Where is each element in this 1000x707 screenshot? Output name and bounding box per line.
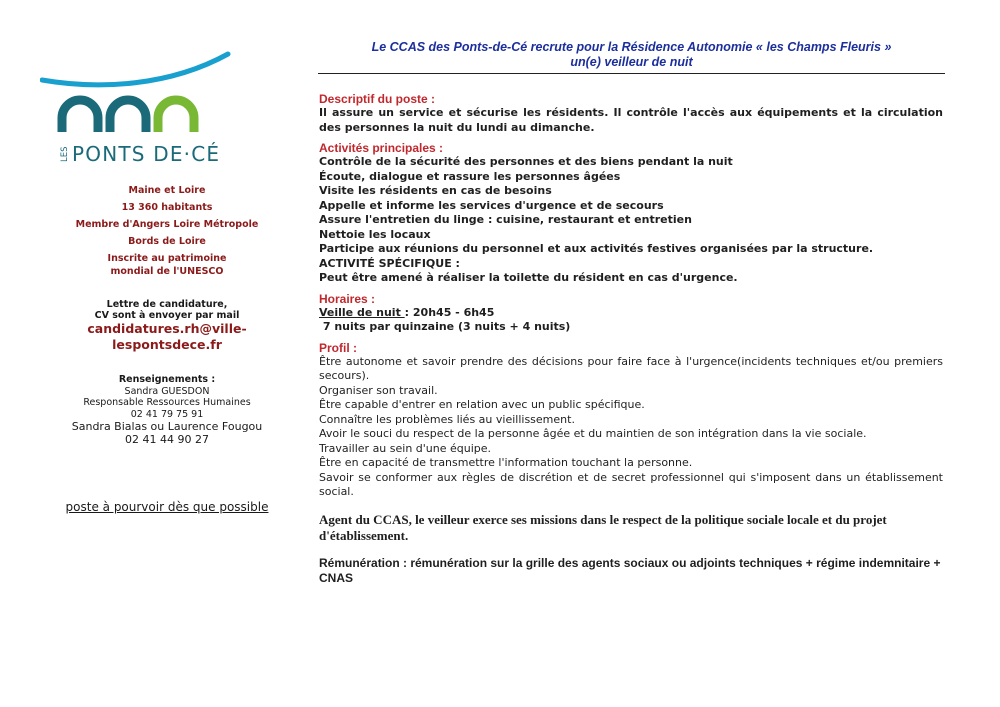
agent-statement: Agent du CCAS, le veilleur exerce ses missions dans le respect de la politique sociale locale et du projet d'établissement. <box>319 511 887 543</box>
description-section <box>319 92 943 135</box>
description-title: Descriptif du poste : <box>319 92 436 106</box>
profile-item: Être capable d'entrer en relation avec un public spécifique. <box>319 398 645 411</box>
contact-info <box>28 374 306 446</box>
logo-arch-3 <box>158 100 194 132</box>
header-divider <box>318 73 945 74</box>
remuneration-statement: Rémunération : rémunération sur la grille des agents sociaux ou adjoints techniques + régime indemnitaire + CNAS <box>319 555 941 585</box>
profile-item: Être en capacité de transmettre l'information touchant la personne. <box>319 456 693 469</box>
application-info <box>28 299 306 353</box>
contact-phone-1: 02 41 79 75 91 <box>130 408 204 420</box>
profile-item: Organiser son travail. <box>319 383 438 397</box>
profile-item: Connaître les problèmes liés au vieillissement. <box>319 412 575 426</box>
logo-text: PONTS DE·CÉ <box>72 142 221 166</box>
activity-item: ACTIVITÉ SPÉCIFIQUE : <box>319 256 460 270</box>
hours-line <box>319 306 943 321</box>
job-header <box>318 40 945 70</box>
description-text: Il assure un service et sécurise les résidents. Il contrôle l'accès aux équipements et la circulation des personnes la nuit du lundi au dimanche. <box>319 106 943 134</box>
activity-item: Participe aux réunions du personnel et aux activités festives organisées par la structure. <box>319 242 874 255</box>
logo-arch-1 <box>62 100 98 132</box>
activity-item: Visite les résidents en cas de besoins <box>319 184 552 197</box>
apply-line-2: CV sont à envoyer par mail <box>94 310 240 321</box>
contact-name: Sandra GUESDON <box>124 385 210 397</box>
contact-title: Renseignements : <box>118 374 216 385</box>
les-ponts-de-ce-logo <box>40 48 240 166</box>
fact-metropole: Membre d'Angers Loire Métropole <box>75 219 259 230</box>
hours-section <box>319 292 943 335</box>
email-line-2[interactable]: lespontsdece.fr <box>112 337 222 352</box>
activity-item: Assure l'entretien du linge : cuisine, restaurant et entretien <box>319 213 692 226</box>
activity-item: Peut être amené à réaliser la toilette du résident en cas d'urgence. <box>319 271 738 284</box>
job-title: un(e) veilleur de nuit <box>570 55 693 69</box>
email-line-1[interactable]: candidatures.rh@ville- <box>87 321 247 336</box>
profile-item: Être autonome et savoir prendre des décisions pour faire face à l'urgence(incidents techniques et/ou premiers secours). <box>319 354 943 382</box>
fact-population: 13 360 habitants <box>121 202 213 213</box>
apply-line-1: Lettre de candidature, <box>106 299 228 310</box>
contact-role: Responsable Ressources Humaines <box>83 397 251 408</box>
hours-value: : 20h45 - 6h45 <box>404 305 495 319</box>
profile-section <box>319 341 943 500</box>
activity-item: Appelle et informe les services d'urgence et de secours <box>319 198 664 212</box>
fact-loire: Bords de Loire <box>128 236 206 247</box>
logo-vertical-text: LES <box>60 146 70 162</box>
town-facts <box>28 184 306 282</box>
availability-note: poste à pourvoir dès que possible <box>65 500 269 514</box>
fact-region: Maine et Loire <box>128 185 206 196</box>
job-content <box>319 92 943 586</box>
logo-wave <box>42 54 228 85</box>
activities-title: Activités principales : <box>319 141 444 155</box>
contact-name-2: Sandra Bialas ou Laurence Fougou <box>71 420 263 433</box>
fact-unesco-1: Inscrite au patrimoine <box>107 253 227 264</box>
hours-nights: 7 nuits par quinzaine (3 nuits + 4 nuits) <box>319 320 571 333</box>
profile-item: Travailler au sein d'une équipe. <box>319 441 492 455</box>
hours-label: Veille de nuit <box>319 305 405 319</box>
activity-item: Nettoie les locaux <box>319 227 431 241</box>
contact-phone-2: 02 41 44 90 27 <box>125 433 209 446</box>
activity-item: Écoute, dialogue et rassure les personnes âgées <box>319 169 621 183</box>
application-email[interactable] <box>28 321 306 353</box>
fact-unesco-2: mondial de l'UNESCO <box>110 266 224 277</box>
hours-title: Horaires : <box>319 291 376 306</box>
profile-item: Savoir se conformer aux règles de discrétion et de secret professionnel qui s'imposent dans un établissement social. <box>319 470 943 498</box>
header-line-1: Le CCAS des Ponts-de-Cé recrute pour la Résidence Autonomie « les Champs Fleuris » <box>371 40 892 54</box>
activities-section <box>319 141 943 286</box>
logo-arch-2 <box>110 100 146 132</box>
profile-title: Profil : <box>319 340 357 355</box>
profile-item: Avoir le souci du respect de la personne âgée et du maintien de son intégration dans la vie sociale. <box>319 427 867 440</box>
activity-item: Contrôle de la sécurité des personnes et des biens pendant la nuit <box>319 155 733 168</box>
